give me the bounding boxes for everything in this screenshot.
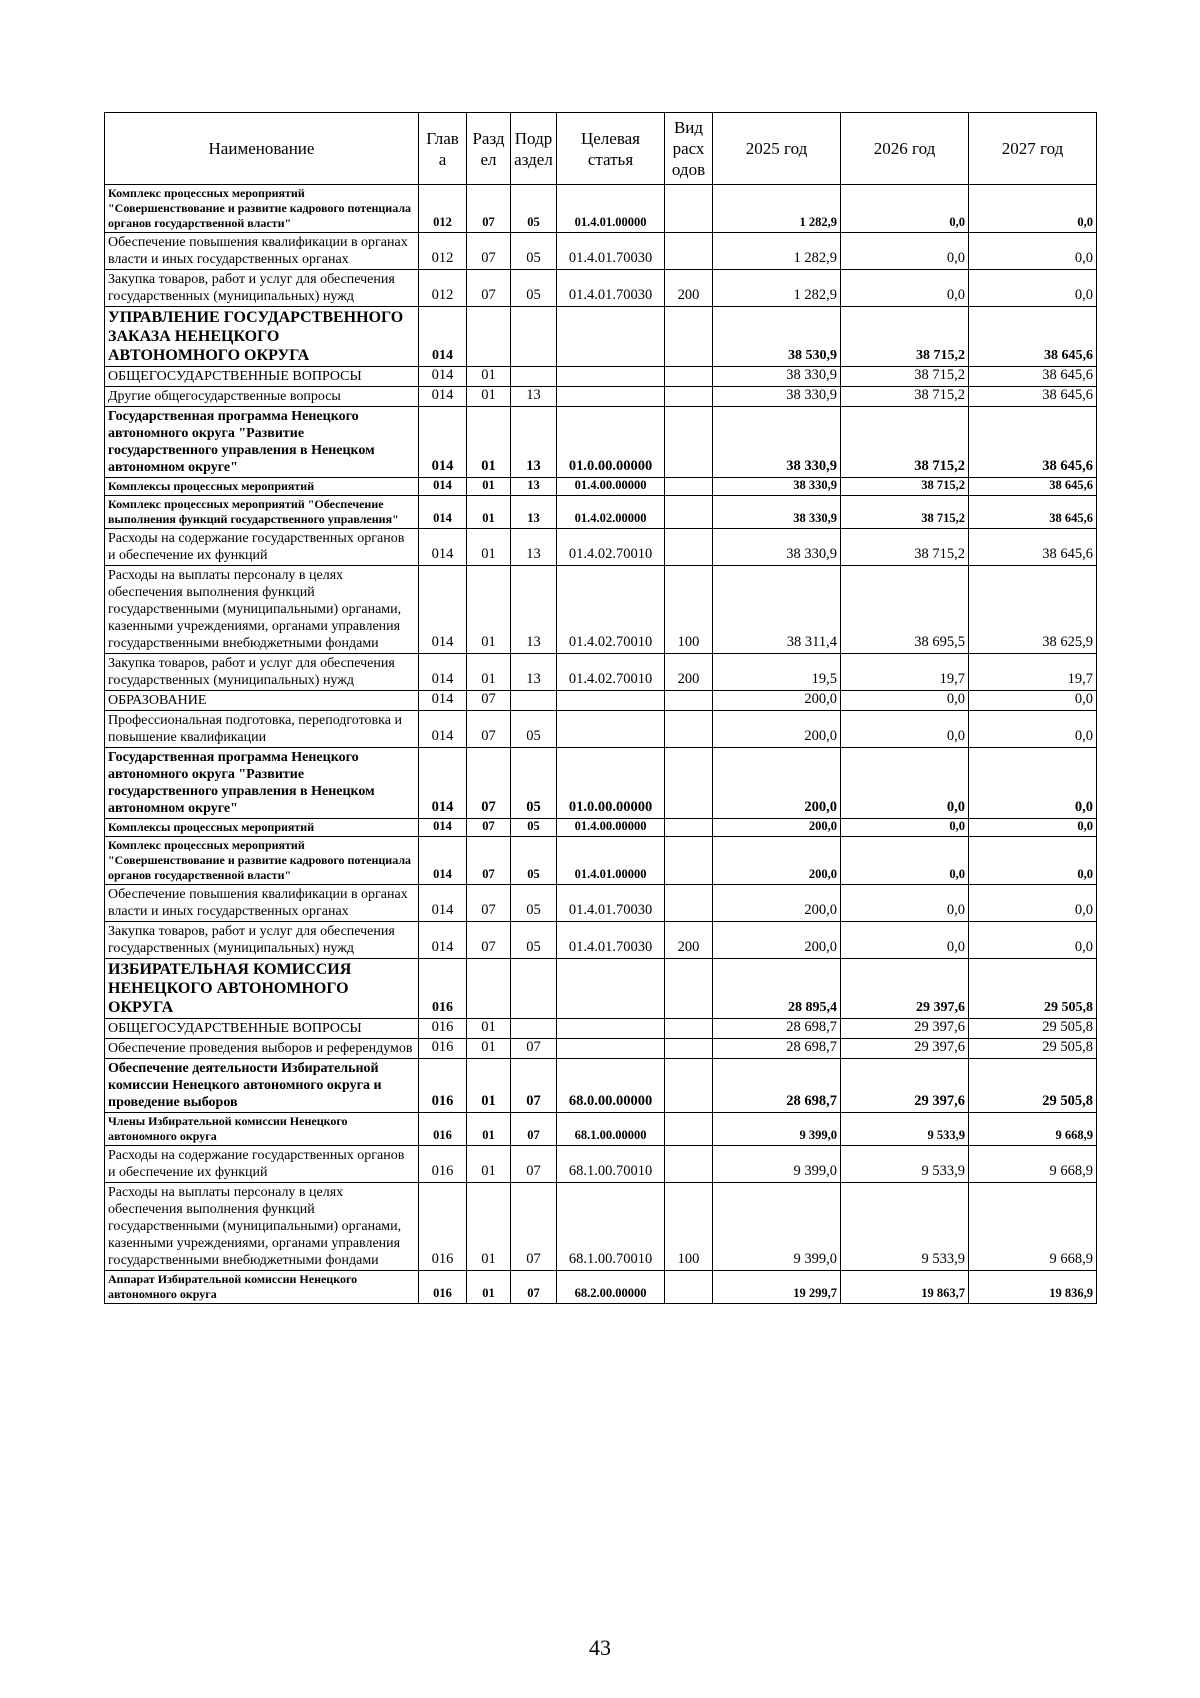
table-row [105, 711, 1097, 748]
cell-celevaya: 01.4.01.70030 [557, 270, 665, 307]
cell-celevaya [557, 959, 665, 1019]
cell-vid [665, 819, 713, 837]
cell-name: Государственная программа Ненецкого автономного округа "Развитие государственного управления в Ненецком автономном округе" [105, 407, 419, 478]
cell-2027: 0,0 [969, 711, 1097, 748]
cell-vid [665, 1039, 713, 1059]
cell-podrazdel: 13 [511, 478, 557, 496]
cell-podrazdel [511, 307, 557, 367]
cell-2026: 38 715,2 [841, 387, 969, 407]
cell-celevaya [557, 387, 665, 407]
header-name: Наименование [105, 113, 419, 185]
cell-glava: 014 [419, 496, 467, 529]
cell-podrazdel: 07 [511, 1146, 557, 1183]
cell-2025: 38 330,9 [713, 478, 841, 496]
cell-2025: 38 530,9 [713, 307, 841, 367]
cell-podrazdel: 13 [511, 529, 557, 566]
cell-2027: 38 645,6 [969, 407, 1097, 478]
cell-razdel: 01 [467, 1059, 511, 1113]
cell-2025: 9 399,0 [713, 1113, 841, 1146]
cell-2026: 0,0 [841, 885, 969, 922]
cell-2025: 19,5 [713, 654, 841, 691]
table-row [105, 837, 1097, 885]
cell-glava: 014 [419, 566, 467, 654]
table-row [105, 387, 1097, 407]
cell-razdel: 07 [467, 185, 511, 233]
cell-vid: 200 [665, 270, 713, 307]
cell-vid [665, 496, 713, 529]
cell-celevaya: 01.4.00.00000 [557, 478, 665, 496]
cell-glava: 014 [419, 691, 467, 711]
cell-podrazdel [511, 959, 557, 1019]
cell-name: ИЗБИРАТЕЛЬНАЯ КОМИССИЯ НЕНЕЦКОГО АВТОНОМНОГО ОКРУГА [105, 959, 419, 1019]
cell-celevaya: 01.4.01.70030 [557, 233, 665, 270]
cell-2026: 9 533,9 [841, 1183, 969, 1271]
cell-name: УПРАВЛЕНИЕ ГОСУДАРСТВЕННОГО ЗАКАЗА НЕНЕЦКОГО АВТОНОМНОГО ОКРУГА [105, 307, 419, 367]
table-row [105, 496, 1097, 529]
cell-podrazdel: 07 [511, 1271, 557, 1304]
cell-2027: 29 505,8 [969, 1039, 1097, 1059]
cell-name: ОБЩЕГОСУДАРСТВЕННЫЕ ВОПРОСЫ [105, 1019, 419, 1039]
table-row [105, 1146, 1097, 1183]
cell-2025: 200,0 [713, 748, 841, 819]
table-header-row [105, 113, 1097, 185]
cell-glava: 016 [419, 1271, 467, 1304]
cell-2027: 0,0 [969, 922, 1097, 959]
cell-celevaya: 01.0.00.00000 [557, 748, 665, 819]
cell-2025: 38 330,9 [713, 387, 841, 407]
cell-name: Комплексы процессных мероприятий [105, 819, 419, 837]
cell-2025: 38 330,9 [713, 496, 841, 529]
cell-glava: 016 [419, 1039, 467, 1059]
cell-glava: 016 [419, 1146, 467, 1183]
cell-2027: 0,0 [969, 270, 1097, 307]
cell-razdel: 07 [467, 819, 511, 837]
cell-vid [665, 307, 713, 367]
cell-name: Аппарат Избирательной комиссии Ненецкого автономного округа [105, 1271, 419, 1304]
cell-2025: 28 698,7 [713, 1059, 841, 1113]
cell-2025: 1 282,9 [713, 185, 841, 233]
header-2026: 2026 год [841, 113, 969, 185]
cell-2025: 1 282,9 [713, 233, 841, 270]
cell-name: Члены Избирательной комиссии Ненецкого автономного округа [105, 1113, 419, 1146]
cell-celevaya: 01.4.01.00000 [557, 837, 665, 885]
cell-2026: 19 863,7 [841, 1271, 969, 1304]
cell-razdel: 07 [467, 711, 511, 748]
table-row [105, 1019, 1097, 1039]
cell-2027: 0,0 [969, 748, 1097, 819]
cell-2026: 0,0 [841, 748, 969, 819]
cell-podrazdel: 07 [511, 1183, 557, 1271]
cell-vid [665, 367, 713, 387]
cell-glava: 012 [419, 185, 467, 233]
cell-name: Обеспечение проведения выборов и референдумов [105, 1039, 419, 1059]
cell-2026: 0,0 [841, 691, 969, 711]
table-row [105, 185, 1097, 233]
cell-2025: 200,0 [713, 837, 841, 885]
cell-vid [665, 387, 713, 407]
cell-name: Закупка товаров, работ и услуг для обеспечения государственных (муниципальных) нужд [105, 654, 419, 691]
cell-2027: 38 645,6 [969, 367, 1097, 387]
cell-name: Обеспечение повышения квалификации в органах власти и иных государственных органах [105, 885, 419, 922]
table-row [105, 691, 1097, 711]
cell-name: Расходы на содержание государственных органов и обеспечение их функций [105, 1146, 419, 1183]
cell-celevaya: 01.4.00.00000 [557, 819, 665, 837]
cell-2025: 38 330,9 [713, 529, 841, 566]
table-row [105, 1113, 1097, 1146]
cell-2026: 29 397,6 [841, 1039, 969, 1059]
table-row [105, 654, 1097, 691]
cell-razdel: 07 [467, 691, 511, 711]
cell-2025: 28 698,7 [713, 1039, 841, 1059]
cell-vid [665, 748, 713, 819]
cell-glava: 014 [419, 478, 467, 496]
cell-celevaya: 01.4.01.00000 [557, 185, 665, 233]
cell-razdel: 07 [467, 748, 511, 819]
cell-2026: 38 715,2 [841, 496, 969, 529]
cell-razdel: 01 [467, 1146, 511, 1183]
cell-razdel: 01 [467, 387, 511, 407]
cell-glava: 014 [419, 819, 467, 837]
cell-vid [665, 1271, 713, 1304]
budget-document [104, 112, 1096, 1304]
cell-2027: 29 505,8 [969, 1059, 1097, 1113]
cell-name: Закупка товаров, работ и услуг для обеспечения государственных (муниципальных) нужд [105, 922, 419, 959]
cell-2027: 38 645,6 [969, 496, 1097, 529]
cell-razdel: 01 [467, 478, 511, 496]
cell-2026: 38 715,2 [841, 407, 969, 478]
cell-glava: 014 [419, 367, 467, 387]
cell-glava: 014 [419, 529, 467, 566]
cell-2027: 0,0 [969, 233, 1097, 270]
cell-2026: 0,0 [841, 185, 969, 233]
cell-razdel: 01 [467, 1019, 511, 1039]
cell-celevaya: 01.4.01.70030 [557, 885, 665, 922]
cell-podrazdel [511, 691, 557, 711]
cell-2026: 9 533,9 [841, 1113, 969, 1146]
cell-vid [665, 691, 713, 711]
table-row [105, 922, 1097, 959]
cell-name: Обеспечение деятельности Избирательной комиссии Ненецкого автономного округа и проведение выборов [105, 1059, 419, 1113]
cell-2026: 29 397,6 [841, 1019, 969, 1039]
cell-2027: 19,7 [969, 654, 1097, 691]
cell-2027: 29 505,8 [969, 1019, 1097, 1039]
cell-vid [665, 959, 713, 1019]
cell-2026: 29 397,6 [841, 1059, 969, 1113]
cell-vid [665, 185, 713, 233]
cell-2027: 29 505,8 [969, 959, 1097, 1019]
cell-podrazdel: 13 [511, 566, 557, 654]
cell-2027: 38 645,6 [969, 307, 1097, 367]
cell-2025: 200,0 [713, 691, 841, 711]
cell-vid [665, 1113, 713, 1146]
cell-2027: 9 668,9 [969, 1183, 1097, 1271]
cell-2025: 200,0 [713, 885, 841, 922]
cell-name: Профессиональная подготовка, переподготовка и повышение квалификации [105, 711, 419, 748]
cell-name: Государственная программа Ненецкого автономного округа "Развитие государственного управления в Ненецком автономном округе" [105, 748, 419, 819]
cell-vid: 100 [665, 566, 713, 654]
cell-podrazdel [511, 367, 557, 387]
header-2025: 2025 год [713, 113, 841, 185]
cell-razdel: 01 [467, 407, 511, 478]
table-row [105, 959, 1097, 1019]
table-row [105, 1059, 1097, 1113]
cell-2025: 38 330,9 [713, 407, 841, 478]
cell-2026: 29 397,6 [841, 959, 969, 1019]
cell-razdel: 01 [467, 654, 511, 691]
cell-2027: 0,0 [969, 819, 1097, 837]
cell-celevaya: 68.1.00.70010 [557, 1183, 665, 1271]
cell-razdel: 01 [467, 529, 511, 566]
cell-celevaya [557, 1019, 665, 1039]
cell-razdel: 01 [467, 367, 511, 387]
cell-celevaya [557, 691, 665, 711]
cell-2025: 200,0 [713, 922, 841, 959]
cell-razdel: 01 [467, 1039, 511, 1059]
cell-glava: 016 [419, 959, 467, 1019]
cell-2027: 0,0 [969, 185, 1097, 233]
cell-podrazdel: 13 [511, 496, 557, 529]
table-row [105, 367, 1097, 387]
cell-podrazdel: 07 [511, 1039, 557, 1059]
cell-name: Расходы на выплаты персоналу в целях обеспечения выполнения функций государственными (муниципальными) органами, казенными учреждениями, органами управления государственными внебюджетными фондами [105, 1183, 419, 1271]
cell-razdel [467, 959, 511, 1019]
cell-celevaya [557, 711, 665, 748]
cell-vid [665, 407, 713, 478]
cell-podrazdel: 05 [511, 837, 557, 885]
cell-vid: 200 [665, 654, 713, 691]
cell-glava: 014 [419, 387, 467, 407]
cell-glava: 016 [419, 1019, 467, 1039]
cell-2025: 200,0 [713, 711, 841, 748]
cell-2026: 0,0 [841, 233, 969, 270]
cell-2027: 38 645,6 [969, 478, 1097, 496]
cell-celevaya [557, 367, 665, 387]
cell-vid [665, 885, 713, 922]
cell-name: Закупка товаров, работ и услуг для обеспечения государственных (муниципальных) нужд [105, 270, 419, 307]
cell-razdel: 07 [467, 885, 511, 922]
budget-table [104, 112, 1097, 1304]
cell-name: Комплекс процессных мероприятий "Совершенствование и развитие кадрового потенциала органов государственной власти" [105, 837, 419, 885]
cell-vid [665, 478, 713, 496]
cell-celevaya: 68.1.00.00000 [557, 1113, 665, 1146]
cell-2026: 38 715,2 [841, 529, 969, 566]
cell-celevaya [557, 1039, 665, 1059]
table-row [105, 478, 1097, 496]
cell-name: Расходы на содержание государственных органов и обеспечение их функций [105, 529, 419, 566]
cell-celevaya: 68.1.00.70010 [557, 1146, 665, 1183]
header-2027: 2027 год [969, 113, 1097, 185]
table-row [105, 307, 1097, 367]
cell-celevaya: 68.2.00.00000 [557, 1271, 665, 1304]
cell-2026: 38 715,2 [841, 307, 969, 367]
page-number: 43 [589, 1635, 611, 1660]
cell-celevaya: 68.0.00.00000 [557, 1059, 665, 1113]
cell-2027: 9 668,9 [969, 1146, 1097, 1183]
cell-2027: 38 645,6 [969, 529, 1097, 566]
cell-glava: 016 [419, 1183, 467, 1271]
cell-razdel: 07 [467, 837, 511, 885]
table-body [105, 185, 1097, 1304]
cell-name: Комплексы процессных мероприятий [105, 478, 419, 496]
cell-vid [665, 1146, 713, 1183]
cell-podrazdel: 05 [511, 748, 557, 819]
table-row [105, 529, 1097, 566]
table-row [105, 1183, 1097, 1271]
cell-glava: 016 [419, 1059, 467, 1113]
cell-podrazdel: 05 [511, 885, 557, 922]
cell-2026: 0,0 [841, 819, 969, 837]
cell-2026: 0,0 [841, 837, 969, 885]
cell-podrazdel: 05 [511, 819, 557, 837]
table-row [105, 233, 1097, 270]
cell-name: Комплекс процессных мероприятий "Обеспечение выполнения функций государственного управления" [105, 496, 419, 529]
cell-2025: 9 399,0 [713, 1146, 841, 1183]
cell-podrazdel [511, 1019, 557, 1039]
table-row [105, 819, 1097, 837]
cell-2025: 28 895,4 [713, 959, 841, 1019]
table-row [105, 1039, 1097, 1059]
cell-2026: 9 533,9 [841, 1146, 969, 1183]
cell-2025: 38 311,4 [713, 566, 841, 654]
cell-name: Комплекс процессных мероприятий "Совершенствование и развитие кадрового потенциала органов государственной власти" [105, 185, 419, 233]
cell-2025: 19 299,7 [713, 1271, 841, 1304]
cell-glava: 014 [419, 711, 467, 748]
cell-2027: 19 836,9 [969, 1271, 1097, 1304]
cell-vid [665, 837, 713, 885]
cell-podrazdel: 13 [511, 654, 557, 691]
cell-2026: 0,0 [841, 711, 969, 748]
cell-2025: 1 282,9 [713, 270, 841, 307]
cell-name: Другие общегосударственные вопросы [105, 387, 419, 407]
cell-razdel: 07 [467, 922, 511, 959]
table-row [105, 1271, 1097, 1304]
cell-2025: 28 698,7 [713, 1019, 841, 1039]
cell-vid: 100 [665, 1183, 713, 1271]
cell-podrazdel: 07 [511, 1113, 557, 1146]
cell-2025: 9 399,0 [713, 1183, 841, 1271]
cell-podrazdel: 13 [511, 387, 557, 407]
cell-glava: 014 [419, 885, 467, 922]
cell-name: ОБЩЕГОСУДАРСТВЕННЫЕ ВОПРОСЫ [105, 367, 419, 387]
cell-podrazdel: 13 [511, 407, 557, 478]
cell-podrazdel: 07 [511, 1059, 557, 1113]
cell-celevaya: 01.4.01.70030 [557, 922, 665, 959]
cell-2025: 200,0 [713, 819, 841, 837]
cell-name: Обеспечение повышения квалификации в органах власти и иных государственных органах [105, 233, 419, 270]
table-row [105, 748, 1097, 819]
cell-glava: 012 [419, 233, 467, 270]
cell-celevaya: 01.4.02.00000 [557, 496, 665, 529]
cell-2025: 38 330,9 [713, 367, 841, 387]
cell-glava: 014 [419, 837, 467, 885]
cell-2027: 0,0 [969, 837, 1097, 885]
table-row [105, 270, 1097, 307]
cell-2026: 38 715,2 [841, 478, 969, 496]
header-podrazdel: Подр аздел [511, 113, 557, 185]
cell-vid [665, 711, 713, 748]
cell-2026: 0,0 [841, 922, 969, 959]
cell-razdel: 01 [467, 1183, 511, 1271]
header-glava: Глав а [419, 113, 467, 185]
cell-celevaya: 01.4.02.70010 [557, 654, 665, 691]
cell-vid [665, 529, 713, 566]
cell-razdel: 01 [467, 496, 511, 529]
cell-celevaya [557, 307, 665, 367]
cell-celevaya: 01.4.02.70010 [557, 566, 665, 654]
cell-podrazdel: 05 [511, 922, 557, 959]
cell-glava: 012 [419, 270, 467, 307]
cell-2026: 38 715,2 [841, 367, 969, 387]
cell-2026: 38 695,5 [841, 566, 969, 654]
cell-glava: 014 [419, 922, 467, 959]
cell-razdel: 01 [467, 566, 511, 654]
cell-celevaya: 01.4.02.70010 [557, 529, 665, 566]
cell-name: ОБРАЗОВАНИЕ [105, 691, 419, 711]
cell-celevaya: 01.0.00.00000 [557, 407, 665, 478]
cell-glava: 016 [419, 1113, 467, 1146]
cell-podrazdel: 05 [511, 270, 557, 307]
cell-2027: 0,0 [969, 885, 1097, 922]
cell-glava: 014 [419, 654, 467, 691]
cell-razdel: 01 [467, 1271, 511, 1304]
header-razdel: Разд ел [467, 113, 511, 185]
cell-razdel: 07 [467, 270, 511, 307]
cell-glava: 014 [419, 748, 467, 819]
cell-2026: 19,7 [841, 654, 969, 691]
cell-glava: 014 [419, 407, 467, 478]
cell-2027: 0,0 [969, 691, 1097, 711]
header-celevaya: Целевая статья [557, 113, 665, 185]
table-row [105, 885, 1097, 922]
cell-razdel: 01 [467, 1113, 511, 1146]
table-row [105, 407, 1097, 478]
cell-2027: 38 625,9 [969, 566, 1097, 654]
cell-2026: 0,0 [841, 270, 969, 307]
cell-name: Расходы на выплаты персоналу в целях обеспечения выполнения функций государственными (муниципальными) органами, казенными учреждениями, органами управления государственными внебюджетными фондами [105, 566, 419, 654]
cell-podrazdel: 05 [511, 711, 557, 748]
cell-vid [665, 1019, 713, 1039]
cell-vid [665, 233, 713, 270]
cell-razdel [467, 307, 511, 367]
cell-podrazdel: 05 [511, 185, 557, 233]
cell-vid: 200 [665, 922, 713, 959]
cell-vid [665, 1059, 713, 1113]
cell-2027: 38 645,6 [969, 387, 1097, 407]
cell-podrazdel: 05 [511, 233, 557, 270]
cell-2027: 9 668,9 [969, 1113, 1097, 1146]
table-row [105, 566, 1097, 654]
header-vid: Вид расх одов [665, 113, 713, 185]
cell-razdel: 07 [467, 233, 511, 270]
cell-glava: 014 [419, 307, 467, 367]
